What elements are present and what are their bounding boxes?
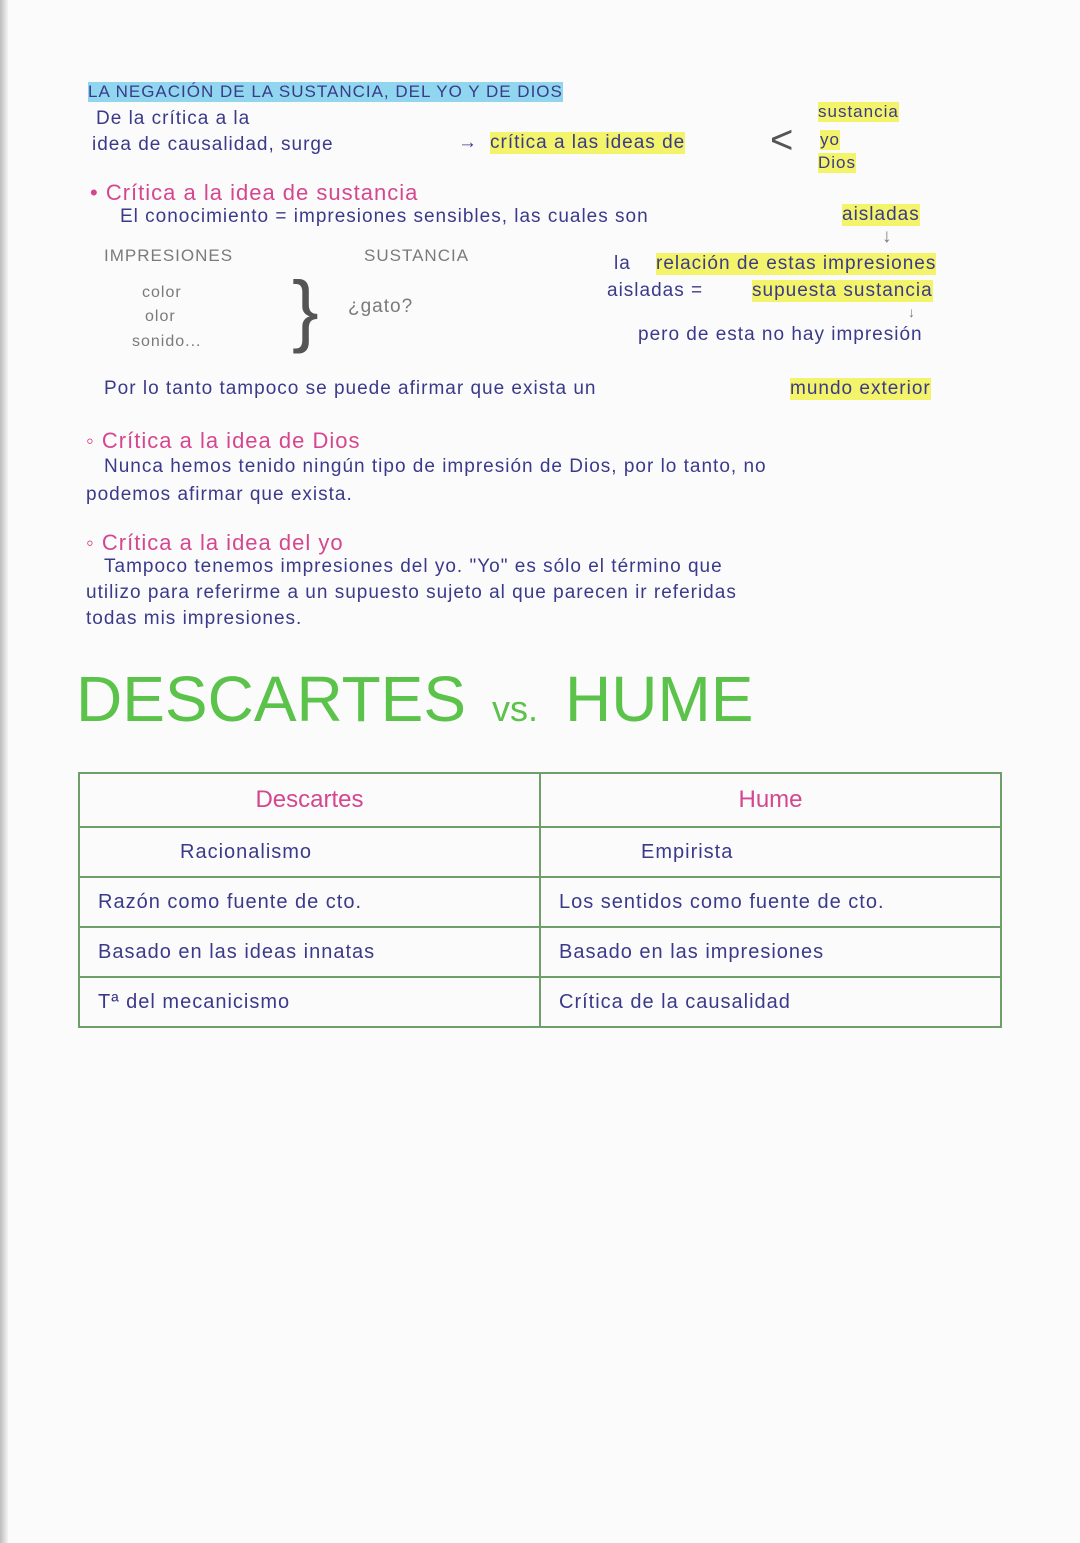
header-hume: Hume [540,773,1001,827]
intro-highlight: crítica a las ideas de [490,132,686,153]
dios-line-2: podemos afirmar que exista. [86,484,353,505]
no-impression: pero de esta no hay impresión [638,324,923,345]
conclusion: Por lo tanto tampoco se puede afirmar que exista un [104,378,597,399]
heading-text: Crítica a la idea de Dios [101,428,361,453]
col-sustancia: SUSTANCIA [364,246,470,265]
cell: Basado en las ideas innatas [79,927,540,977]
section-heading-sustancia: • Crítica a la idea de sustancia [90,180,419,205]
down-arrow-icon: ↓ [908,304,916,320]
title-vs: vs. [492,688,539,729]
down-arrow-icon: ↓ [882,226,893,247]
cell: Tª del mecanicismo [79,977,540,1027]
sustancia-line: El conocimiento = impresiones sensibles, las cuales son [120,206,649,227]
aisladas-highlight: aisladas [842,204,920,225]
impresion-item: color [142,284,182,301]
yo-line-1: Tampoco tenemos impresiones del yo. "Yo" es sólo el término que [104,556,723,577]
heading-text: Crítica a la idea de sustancia [105,180,419,205]
yo-line-3: todas mis impresiones. [86,608,303,629]
table-row [79,977,1001,1027]
section-heading-dios: ◦ Crítica a la idea de Dios [86,428,361,453]
table-row [79,877,1001,927]
col-impresiones: IMPRESIONES [104,246,234,265]
branch-item: yo [820,130,840,149]
cell: Crítica de la causalidad [540,977,1001,1027]
brace-icon: } [292,265,319,354]
impresion-item: olor [145,308,176,325]
intro-line-1: De la crítica a la [96,108,251,129]
header-descartes: Descartes [79,773,540,827]
comparison-table [78,772,1002,1028]
table-row [79,927,1001,977]
intro-line-2: idea de causalidad, surge [92,134,334,155]
page-title: LA NEGACIÓN DE LA SUSTANCIA, DEL YO Y DE DIOS [88,82,563,101]
cell: Empirista [540,827,1001,877]
cell: Los sentidos como fuente de cto. [540,877,1001,927]
question-gato: ¿gato? [348,296,414,317]
relation-highlight: relación de estas impresiones [656,253,937,274]
relation-line2: aisladas = [607,280,704,301]
supuesta-sustancia: supuesta sustancia [752,280,933,301]
branch-icon: < [770,118,795,162]
mundo-exterior: mundo exterior [790,378,931,399]
yo-line-2: utilizo para referirme a un supuesto sujeto al que parecen ir referidas [86,582,737,603]
branch-item: sustancia [818,102,899,121]
cell: Basado en las impresiones [540,927,1001,977]
table-row [79,827,1001,877]
branch-item: Dios [818,153,857,172]
cell: Racionalismo [79,827,540,877]
title-hume: HUME [565,663,754,735]
table-header-row [79,773,1001,827]
section-heading-yo: ◦ Crítica a la idea del yo [86,530,344,555]
cell: Razón como fuente de cto. [79,877,540,927]
impresion-item: sonido... [132,333,202,350]
title-descartes: DESCARTES [76,663,467,735]
dios-line-1: Nunca hemos tenido ningún tipo de impresión de Dios, por lo tanto, no [104,456,767,477]
relation-pre: la [614,253,631,274]
heading-text: Crítica a la idea del yo [101,530,344,555]
arrow-icon: → [458,132,478,153]
